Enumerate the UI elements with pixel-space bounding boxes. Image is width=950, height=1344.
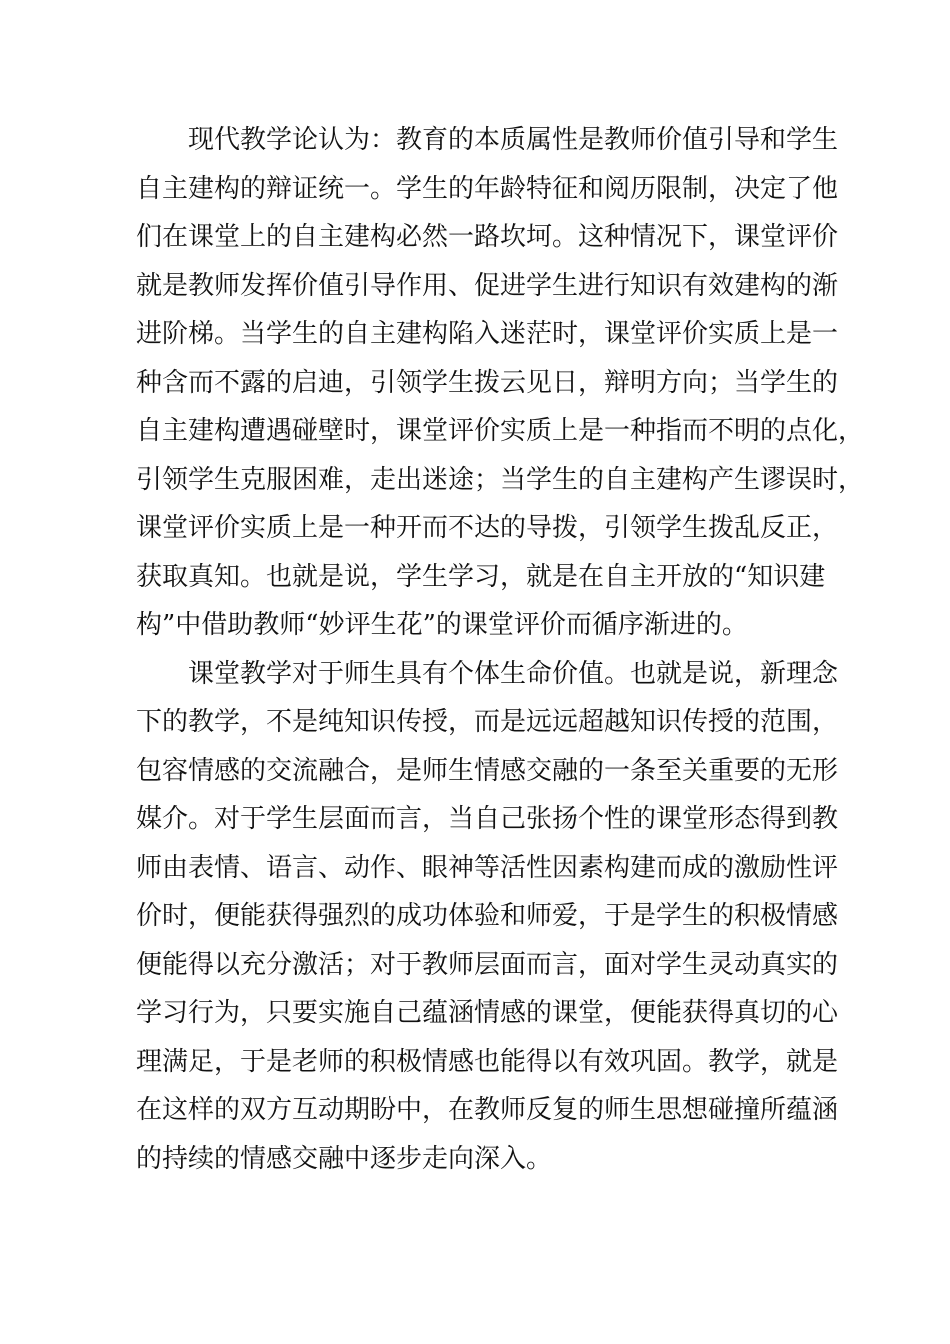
- paragraph-line: 媒介。对于学生层面而言，当自己张扬个性的课堂形态得到教: [136, 804, 839, 834]
- paragraph-2: [136, 650, 839, 1184]
- paragraph-line: 下的教学，不是纯知识传授，而是远远超越知识传授的范围，: [136, 707, 839, 737]
- paragraph-line: 自主建构遭遇碰壁时，课堂评价实质上是一种指而不明的点化，: [136, 416, 865, 446]
- paragraph-line: 课堂评价实质上是一种开而不达的导拨，引领学生拨乱反正，: [136, 513, 839, 543]
- paragraph-line: 师由表情、语言、动作、眼神等活性因素构建而成的激励性评: [136, 852, 839, 883]
- paragraph-line: 种含而不露的启迪，引领学生拨云见日，辩明方向；当学生的: [136, 367, 839, 398]
- paragraph-line: 便能得以充分激活；对于教师层面而言，面对学生灵动真实的: [136, 949, 839, 980]
- paragraph-line: 包容情感的交流融合，是师生情感交融的一条至关重要的无形: [136, 755, 839, 786]
- paragraph-line: 构”中借助教师“妙评生花”的课堂评价而循序渐进的。: [136, 610, 748, 640]
- paragraph-line: 们在课堂上的自主建构必然一路坎坷。这种情况下，课堂评价: [136, 222, 839, 252]
- paragraph-line: 获取真知。也就是说，学生学习，就是在自主开放的“知识建: [136, 561, 826, 592]
- paragraph-line: 价时，便能获得强烈的成功体验和师爱，于是学生的积极情感: [136, 901, 839, 931]
- paragraph-line: 学习行为，只要实施自己蕴涵情感的课堂，便能获得真切的心: [136, 998, 839, 1028]
- document-body: [136, 116, 865, 1183]
- paragraph-line: 理满足，于是老师的积极情感也能得以有效巩固。教学，就是: [136, 1046, 839, 1077]
- paragraph-1: [136, 116, 865, 650]
- paragraph-line: 进阶梯。当学生的自主建构陷入迷茫时，课堂评价实质上是一: [136, 319, 839, 349]
- paragraph-line: 就是教师发挥价值引导作用、促进学生进行知识有效建构的渐: [136, 270, 839, 301]
- paragraph-line: 自主建构的辩证统一。学生的年龄特征和阅历限制，决定了他: [136, 173, 839, 204]
- paragraph-line: 的持续的情感交融中逐步走向深入。: [136, 1143, 553, 1174]
- paragraph-line: 课堂教学对于师生具有个体生命价值。也就是说，新理念: [188, 658, 839, 689]
- paragraph-line: 在这样的双方互动期盼中，在教师反复的师生思想碰撞所蕴涵: [136, 1095, 839, 1125]
- paragraph-line: 现代教学论认为：教育的本质属性是教师价值引导和学生: [188, 125, 839, 155]
- paragraph-line: 引领学生克服困难，走出迷途；当学生的自主建构产生谬误时，: [136, 464, 865, 495]
